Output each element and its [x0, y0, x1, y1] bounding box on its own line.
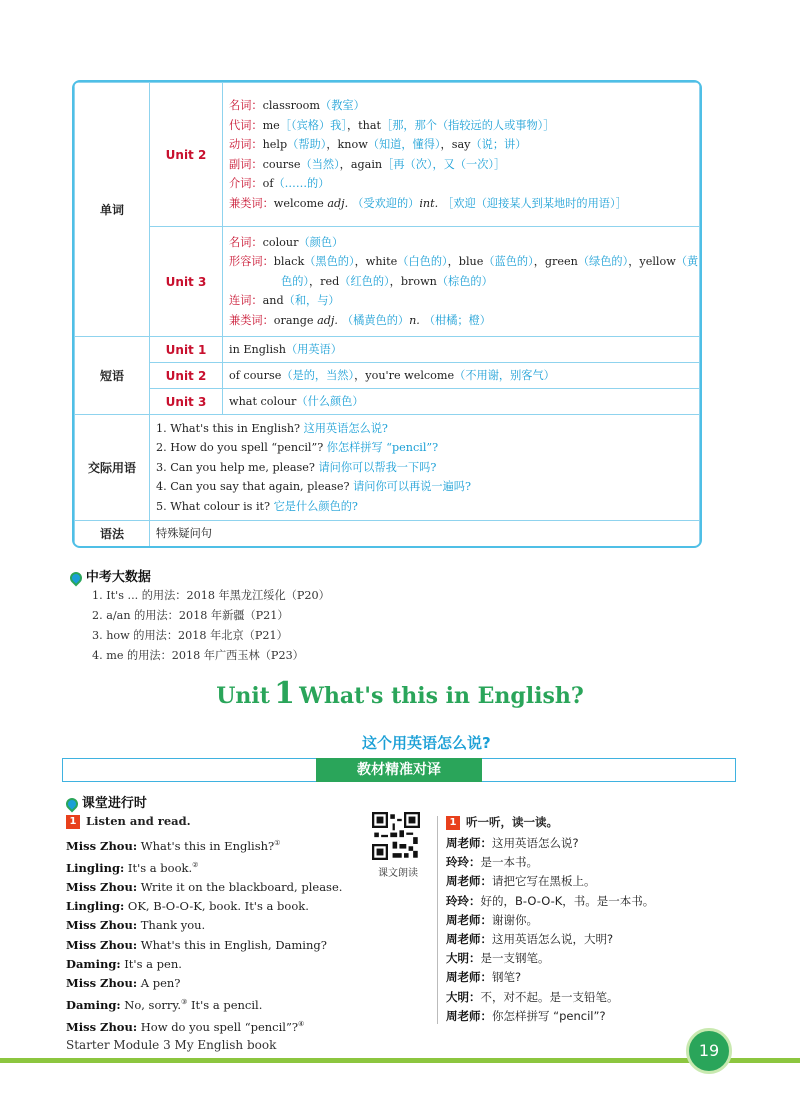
- line-text: 钢笔?: [492, 970, 522, 985]
- line-text: 好的，B-O-O-K，书。是一本书。: [480, 893, 655, 908]
- vocab-line: [229, 155, 693, 175]
- vocab-tr2: （红色的）: [339, 274, 390, 288]
- column-divider: [437, 816, 438, 1024]
- expression-item: [156, 477, 693, 497]
- speaker: Miss Zhou:: [66, 976, 138, 991]
- footer-line: [0, 1058, 800, 1063]
- line-text: 你怎样拼写 “pencil”?: [492, 1008, 606, 1023]
- exam-data-item: 1. It's ... 的用法：2018 年黑龙江绥化（P20）: [92, 589, 330, 602]
- expressions-list: [150, 415, 700, 521]
- vocab-en: welcome: [273, 196, 328, 210]
- exam-data-item: 3. how 的用法：2018 年北京（P21）: [92, 629, 288, 642]
- vocab-line: [229, 233, 693, 253]
- dialogue-line: [446, 930, 654, 949]
- category-words: 单词: [75, 83, 150, 337]
- vocab-tr3: （说；讲）: [470, 138, 527, 151]
- speaker: 周老师：: [446, 874, 492, 889]
- dialogue-line: [66, 993, 342, 1015]
- vocab-line: [229, 194, 693, 214]
- category-phrases: 短语: [75, 337, 150, 415]
- unit-2-words: [223, 83, 700, 227]
- line-text: 这用英语怎么说，大明?: [492, 932, 614, 947]
- footnote-marker: ④: [298, 1020, 305, 1029]
- dialogue-line: [446, 968, 654, 987]
- vocab-line: [229, 291, 693, 311]
- phrase-unit-3: what colour（什么颜色）: [223, 389, 700, 415]
- unit-3-label: Unit 3: [150, 227, 223, 337]
- expression-en: 1. What's this in English?: [156, 421, 301, 435]
- dialogue-line: [66, 974, 342, 993]
- line-text: 这用英语怎么说?: [492, 836, 579, 850]
- vocab-en4: ，green: [533, 255, 578, 269]
- dialogue-line: [66, 936, 342, 955]
- dialogue-line: [66, 916, 342, 935]
- vocab-label: 名词：: [229, 235, 263, 249]
- expression-item: [156, 458, 693, 478]
- exam-data-header: [70, 566, 151, 585]
- vocab-line: [229, 272, 693, 292]
- dialogue-line: [446, 892, 654, 911]
- vocab-en5: ，yellow: [628, 255, 676, 269]
- vocab-label: 代词：: [229, 118, 263, 132]
- line-text: No, sorry.: [120, 998, 182, 1013]
- vocab-tr: （橘黄色的）: [341, 313, 410, 327]
- dialogue-line: [446, 911, 654, 930]
- vocab-it2: int.: [419, 196, 439, 210]
- vocab-en: colour: [262, 235, 299, 249]
- vocab-line: [229, 174, 693, 194]
- line-text: What's this in English?: [137, 838, 275, 853]
- expression-cn: 你怎样拼写 “pencil”?: [323, 441, 439, 455]
- dialogue-line: [446, 988, 654, 1007]
- unit-2-label: Unit 2: [150, 83, 223, 227]
- vocab-en2: ，that: [346, 118, 381, 132]
- line-text: 是一本书。: [480, 855, 538, 870]
- vocab-en2: ，white: [354, 255, 398, 269]
- vocabulary-table: [72, 80, 702, 548]
- location-pin-icon: [64, 795, 81, 812]
- speaker: Miss Zhou:: [66, 838, 138, 853]
- vocab-tr2: ［再（次），又（一次）］: [382, 157, 506, 171]
- grammar-value: 特殊疑问句: [150, 521, 700, 547]
- dialogue-line: [446, 949, 654, 968]
- vocab-en: of: [262, 177, 274, 190]
- qr-code-icon[interactable]: [372, 812, 420, 860]
- exam-data-item: 2. a/an 的用法：2018 年新疆（P21）: [92, 609, 289, 622]
- vocab-en: me: [262, 118, 280, 132]
- line-text: How do you spell “pencil”?: [137, 1020, 298, 1035]
- speaker: Miss Zhou:: [66, 1020, 138, 1035]
- expression-en: 3. Can you help me, please?: [156, 460, 315, 474]
- location-pin-icon: [68, 569, 85, 586]
- vocab-tr: ［（宾格）我］: [279, 118, 347, 132]
- dialogue-line: [446, 834, 654, 853]
- speaker: 玲玲：: [446, 855, 481, 870]
- classroom-header: [66, 792, 147, 811]
- unit-3-words: [223, 227, 700, 337]
- dialogue-line: [446, 872, 654, 891]
- vocab-line: [229, 116, 693, 136]
- vocab-tr: 色的）: [281, 274, 309, 288]
- vocab-tr2: （柑橘；橙）: [423, 313, 491, 327]
- expression-cn: 这用英语怎么说?: [300, 421, 388, 435]
- dialogue-line: [66, 878, 342, 897]
- vocab-en2: ，red: [308, 274, 340, 288]
- expression-cn: 请问你可以再说一遍吗?: [349, 480, 471, 494]
- vocab-en: and: [262, 294, 284, 308]
- dialogue-line: [66, 955, 342, 974]
- dialogue-english: [66, 834, 342, 1037]
- vocab-en: orange: [273, 313, 318, 327]
- vocab-tr: （受欢迎的）: [352, 196, 420, 210]
- line-text: What's this in English, Daming?: [137, 937, 327, 952]
- unit-title: Unit 1 What's this in English?: [216, 676, 584, 711]
- expression-cn: 它是什么颜色的?: [270, 499, 358, 513]
- vocab-en2: ，again: [339, 157, 383, 171]
- line-text: Thank you.: [137, 918, 206, 933]
- vocab-label: 动词：: [229, 138, 263, 151]
- speaker: Daming:: [66, 998, 121, 1013]
- speaker: 周老师：: [446, 912, 492, 927]
- vocab-tr4: （绿色的）: [577, 255, 629, 269]
- phrase-unit-2: of course（是的，当然），you're welcome（不用谢，别客气）: [223, 363, 700, 389]
- dialogue-line: [66, 834, 342, 856]
- vocab-tr: （和，与）: [283, 294, 340, 308]
- phrase-unit-1-label: Unit 1: [150, 337, 223, 363]
- expression-en: 5. What colour is it?: [156, 499, 271, 513]
- speaker: Lingling:: [66, 899, 125, 914]
- expression-en: 2. How do you spell “pencil”?: [156, 441, 324, 455]
- vocab-tr3: （蓝色的）: [483, 255, 534, 269]
- expression-item: [156, 497, 693, 517]
- footnote-marker: ①: [274, 839, 281, 847]
- category-expressions: 交际用语: [75, 415, 150, 521]
- vocab-label: 兼类词：: [229, 313, 274, 327]
- dialogue-line: [446, 1007, 654, 1026]
- speaker: Miss Zhou:: [66, 937, 138, 952]
- line-text: OK, B-O-O-K, book. It's a book.: [124, 899, 309, 914]
- vocab-tr: （帮助）: [287, 138, 327, 151]
- speaker: Daming:: [66, 956, 121, 971]
- footnote-marker: ③: [181, 998, 188, 1007]
- unit-subtitle: 这个用英语怎么说?: [362, 734, 491, 752]
- speaker: 周老师：: [446, 932, 492, 947]
- vocab-tr2: ［欢迎（迎接某人到某地时的用语）］: [442, 196, 627, 210]
- vocab-en3: ，brown: [389, 274, 437, 288]
- vocab-line: [229, 135, 693, 155]
- vocab-label: 副词：: [229, 157, 263, 171]
- line-text: It's a pencil.: [187, 998, 263, 1013]
- vocab-en2: ，know: [326, 138, 368, 151]
- line-text: 谢谢你。: [492, 912, 538, 927]
- vocab-it: adj.: [327, 196, 349, 210]
- speaker: Miss Zhou:: [66, 880, 138, 895]
- exam-data-title: 中考大数据: [85, 570, 151, 585]
- dialogue-chinese: [446, 834, 654, 1026]
- speaker: 周老师：: [446, 970, 492, 985]
- category-grammar: 语法: [75, 521, 150, 547]
- expression-en: 4. Can you say that again, please?: [156, 480, 350, 494]
- vocab-en: course: [262, 157, 301, 171]
- vocab-tr: （当然）: [300, 157, 340, 171]
- qr-code-label: 课文朗读: [378, 868, 418, 879]
- footer-text: Starter Module 3 My English book: [66, 1038, 277, 1052]
- line-text: 是一支钢笔。: [480, 951, 550, 966]
- speaker: 大明：: [446, 951, 481, 966]
- vocab-tr2: （白色的）: [397, 255, 448, 269]
- vocab-en3: ，blue: [447, 255, 484, 269]
- vocab-en: classroom: [262, 99, 321, 112]
- vocab-line: [229, 311, 693, 331]
- dialogue-line: [66, 856, 342, 878]
- phrase-unit-3-label: Unit 3: [150, 389, 223, 415]
- dialogue-line: [446, 853, 654, 872]
- speaker: 玲玲：: [446, 893, 481, 908]
- vocab-tr2: （知道，懂得）: [367, 138, 441, 151]
- vocab-label: 名词：: [229, 99, 263, 112]
- vocab-label: 连词：: [229, 294, 263, 308]
- dialogue-line: [66, 897, 342, 916]
- vocab-label: 形容词：: [229, 255, 274, 269]
- vocab-en: help: [262, 138, 288, 151]
- vocab-it: adj.: [317, 313, 338, 327]
- footnote-marker: ②: [192, 861, 199, 870]
- vocab-tr3: （棕色的）: [436, 274, 493, 288]
- vocab-en: black: [273, 255, 305, 269]
- page-number: 19: [686, 1028, 732, 1074]
- vocab-it2: n.: [409, 313, 420, 327]
- exam-data-list: [92, 586, 330, 666]
- vocab-tr: （黑色的）: [304, 255, 355, 269]
- speaker: Miss Zhou:: [66, 918, 138, 933]
- vocab-tr2: ［那，那个（指较远的人或事物）］: [381, 118, 555, 132]
- vocab-tr: （教室）: [320, 99, 365, 112]
- instruction-cn: 1 听一听，读一读。: [446, 814, 558, 830]
- vocab-tr5: （黄: [675, 255, 699, 269]
- line-text: 请把它写在黑板上。: [492, 874, 596, 889]
- vocab-line: [229, 96, 693, 116]
- vocab-tr: （……的）: [273, 177, 330, 190]
- speaker: Lingling:: [66, 860, 125, 875]
- line-text: Write it on the blackboard, please.: [137, 880, 343, 895]
- phrase-unit-2-label: Unit 2: [150, 363, 223, 389]
- vocab-en3: ，say: [440, 138, 471, 151]
- speaker: 周老师：: [446, 1008, 492, 1023]
- vocab-label: 兼类词：: [229, 196, 274, 210]
- instruction-en: 1 Listen and read.: [66, 814, 191, 829]
- vocab-line: [229, 252, 699, 272]
- banner-label: 教材精准对译: [316, 758, 482, 782]
- exam-data-item: 4. me 的用法：2018 年广西玉林（P23）: [92, 649, 304, 662]
- vocab-label: 介词：: [229, 177, 263, 190]
- speaker: 周老师：: [446, 836, 492, 850]
- line-text: It's a pen.: [120, 956, 182, 971]
- expression-cn: 请问你可以帮我一下吗?: [314, 460, 437, 474]
- dialogue-line: [66, 1015, 342, 1037]
- vocab-tr: （颜色）: [298, 235, 344, 249]
- line-text: It's a book.: [124, 860, 193, 875]
- expression-item: [156, 419, 693, 439]
- speaker: 大明：: [446, 989, 481, 1004]
- expression-item: [156, 438, 693, 458]
- line-text: 不，对不起。是一支铅笔。: [480, 989, 619, 1004]
- line-text: A pen?: [137, 976, 181, 991]
- phrase-unit-1: in English（用英语）: [223, 337, 700, 363]
- classroom-title: 课堂进行时: [81, 796, 147, 811]
